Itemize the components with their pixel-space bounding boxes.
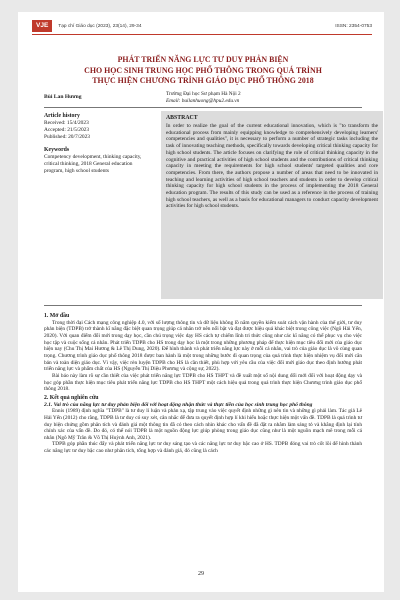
- keywords-text: Competency development, thinking capacity, critical thinking, 2018 General education program, high school students: [44, 154, 142, 174]
- article-info: [44, 113, 150, 175]
- abstract-box: [161, 111, 383, 299]
- accepted-date: Accepted: 21/5/2023: [44, 127, 90, 133]
- title-line: THỰC HIỆN CHƯƠNG TRÌNH GIÁO DỤC PHỔ THÔNG 2018: [92, 76, 314, 85]
- keywords-title: Keywords: [44, 147, 70, 153]
- paragraph: Trong thời đại Cách mạng công nghiệp 4.0, với số lượng thông tin và dữ liệu không lồ nằm quyền kiểm soát cách vận hành của thế giới, tư duy phản biện (TDPB) trở thành kĩ năng đặc biệt quan trọng giúp cá nhân trở nên nổi bật và đạt được hiệu quả khác biệt trong công việc (Ngô Hải Yến, 2020). Với quan điểm đổi mới trong dạy học, cần chú trọng việc dạy HS cách tự chiếm lĩnh tri thức cũng như các kĩ năng có thể phục vụ cho việc học tập và cuộc sống cá nhân. Phát triển TDPB cho HS trong dạy học là một trong những phương pháp để thực hiện mục tiêu đổi mới của giáo dục hiện nay (Chu Thị Mai Hương & Lê Thị Dung, 2020). Để hình thành và phát triển năng lực này ở mỗi cá nhân, vai trò của giáo dục là vô cùng quan trọng. Chương trình giáo dục phổ thông 2018 được ban hành là một trong những bước đi quan trọng của quá trình thực hiện nhiệm vụ đổi mới căn bản và toàn diện giáo dục. Vì vậy, việc rèn luyện TDPB cho HS là cần thiết, phù hợp với yêu cầu của việc đổi mới giáo dục theo định hướng phát triển năng lực và phẩm chất của HS (Nguyễn Thị Diệu Phương và cộng sự, 2022).: [44, 319, 362, 373]
- journal-page: [18, 12, 384, 592]
- section-heading: 2. Kết quả nghiên cứu: [44, 394, 99, 401]
- journal-header: [32, 20, 372, 32]
- journal-citation: Tạp chí Giáo dục (2023), 23(14), 29-34: [58, 23, 142, 29]
- page-number: 29: [198, 571, 204, 577]
- subsection-heading: 2.1. Vai trò của năng lực tư duy phản biện đối với hoạt động nhận thức và thực tiễn của học sinh trung học phổ thông: [44, 401, 313, 408]
- paragraph: Bài báo này làm rõ sự cần thiết của việc phát triển năng lực TDPB cho HS THPT và đề xuất một số nội dung đổi mới đối với hoạt động dạy và học góp phần thực hiện mục tiêu phát triển năng lực TDPB cho HS THPT một cách hiệu quả trong quá trình thực hiện Chương trình giáo dục phổ thông 2018.: [44, 372, 362, 393]
- author-email: [166, 98, 241, 105]
- title-line: CHO HỌC SINH TRUNG HỌC PHỔ THÔNG TRONG QUÁ TRÌNH: [84, 65, 322, 75]
- email-label: Email:: [166, 98, 182, 104]
- published-date: Published: 20/7/2023: [44, 134, 90, 140]
- divider: [44, 107, 362, 108]
- article-title: [48, 55, 358, 87]
- divider: [44, 305, 362, 306]
- paragraph: Ennis (1989) định nghĩa "TDPB" là tư duy lí luận và phản xạ, tập trung vào việc quyết định những gì nên tin và những gì phải làm. Tác giả Lê Hải Yến (2012) cho rằng, TDPB là tư duy có suy xét, cân nhắc để đưa ra quyết định hợp lí khi hiểu hoặc thực hiện một vấn đề. TDPB là quá trình tư duy biện chứng gồm phân tích và đánh giá một thông tin đã có theo cách nhìn khác cho vấn đề đã đặt ra nhằm làm sáng tỏ và khẳng định lại tính chính xác của vấn đề. Do đó, có thể nói TDPB là một nguồn động lực giúp phòng trong giáo dục cũng như là một nguồn mạch mẽ trong mỗi cá nhân (Ngô Mỹ Trân & Võ Thị Huỳnh Anh, 2021).: [44, 408, 362, 441]
- issn: ISSN: 2354-0753: [335, 23, 372, 29]
- header-rule: [32, 34, 372, 35]
- paragraph: TDPB góp phần thúc đẩy và phát triển năng lực tư duy sáng tạo và các năng lực tư duy bậc cao ở HS. TDPB đóng vai trò cốt lõi để hình thành các năng lực tư duy bậc cao như phân tích, tổng hợp và đánh giá, đó cũng là cách: [44, 441, 362, 455]
- institution: Trường Đại học Sư phạm Hà Nội 2: [166, 91, 241, 97]
- email-address[interactable]: builanhuong@hpu2.edu.vn: [181, 98, 240, 104]
- article-history-title: Article history: [44, 113, 80, 119]
- section-heading: 1. Mở đầu: [44, 313, 70, 319]
- abstract-text: In order to realize the goal of the current educational innovation, which is "to transform the educational process from mainly equipping knowledge to comprehensively developing learners' competencies and qualities", it is necessary to perform a number of strategic tasks including the task of innovating teaching methods, specifically towards developing critical thinking capacity for high school students. The article focuses on clarifying the role of critical thinking capacity in the cognitive and practical activities of high school students and the contributions of critical thinking capacity in meeting the requirements for high school students' targeted qualities and core competencies. From there, the authors propose a number of areas that need to be innovated in teaching and learning activities of high school teachers and students in order to develop critical thinking capacity for high school students in the process of implementing the 2018 General education program. The results of this study can be used as a reference in the process of training high school teachers, as well as a basis for educational managers to conduct capacity development activities for high school students.: [166, 123, 378, 210]
- title-line: PHÁT TRIỂN NĂNG LỰC TƯ DUY PHẢN BIỆN: [117, 55, 289, 64]
- received-date: Received: 15/4/2023: [44, 120, 89, 126]
- journal-badge: VJE: [32, 20, 52, 32]
- article-body: [44, 311, 362, 455]
- abstract-title: ABSTRACT: [166, 115, 198, 121]
- author-name: Bùi Lan Hương: [44, 94, 82, 100]
- author-affiliation: [166, 91, 241, 105]
